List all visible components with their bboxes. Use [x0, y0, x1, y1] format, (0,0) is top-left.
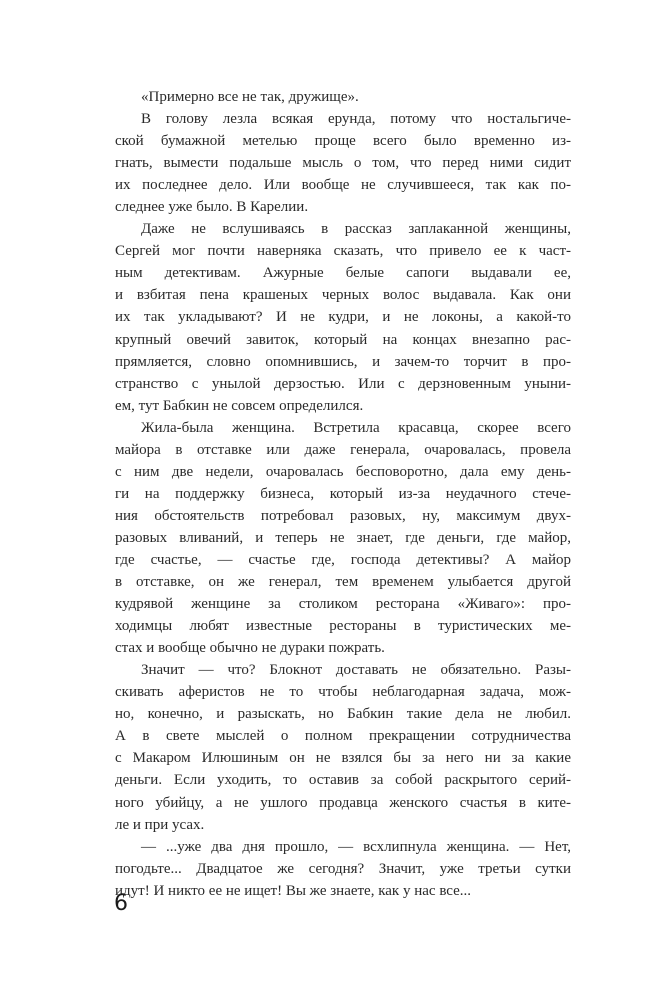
text-line: погодьте... Двадцатое же сегодня? Значит, уже третьи сутки [115, 860, 571, 877]
text-line: деньги. Если уходить, то оставив за собой раскрытого серий- [115, 772, 571, 789]
paragraph [115, 836, 571, 902]
text-line: стах и вообще обычно не дураки пожрать. [115, 640, 385, 657]
paragraph [115, 659, 571, 835]
text-line: гнать, вымести подальше мысль о том, что перед ними сидит [115, 155, 571, 172]
text-line: Значит — что? Блокнот доставать не обязательно. Разы- [141, 662, 571, 679]
text-line: — ...уже два дня прошло, — всхлипнула женщина. — Нет, [141, 838, 571, 855]
text-line: их так укладывают? И не кудри, и не локоны, а какой-то [115, 309, 571, 326]
text-line: Сергей мог почти наверняка сказать, что привело ее к част- [115, 243, 571, 260]
text-line: ги на поддержку бизнеса, который из-за неудачного стече- [115, 485, 571, 502]
text-line: майора в отставке или даже генерала, очаровалась, провела [115, 441, 571, 458]
text-line: ного убийцу, а не ушлого продавца женского счастья в ките- [115, 794, 571, 811]
text-line: их последнее дело. Или вообще не случившееся, так как по- [115, 177, 571, 194]
text-line: ным детективам. Ажурные белые сапоги выдавали ее, [115, 265, 571, 282]
text-line: «Примерно все не так, дружище». [141, 89, 359, 105]
paragraph [115, 86, 571, 108]
text-line: скивать аферистов не то чтобы неблагодарная задача, мож- [115, 684, 571, 701]
text-line: в отставке, он же генерал, тем временем улыбается другой [115, 574, 571, 591]
text-line: с Макаром Илюшиным он не взялся бы за него ни за какие [115, 750, 571, 767]
text-line: кудрявой женщине за столиком ресторана «Живаго»: про- [115, 596, 571, 613]
body-text [115, 86, 571, 902]
text-line: разовых вливаний, и теперь не знает, где деньги, где майор, [115, 529, 571, 546]
text-line: странство с унылой дерзостью. Или с дерзновенным уныни- [115, 375, 571, 392]
text-line: А в свете мыслей о полном прекращении сотрудничества [115, 728, 571, 745]
text-line: Жила-была женщина. Встретила красавца, скорее всего [141, 419, 571, 436]
paragraph [115, 218, 571, 416]
text-line: ем, тут Бабкин не совсем определился. [115, 397, 364, 414]
page-number: 6 [114, 891, 128, 916]
text-line: Даже не вслушиваясь в рассказ заплаканной женщины, [141, 221, 571, 238]
paragraph [115, 108, 571, 218]
text-line: ской бумажной метелью проще всего было временно из- [115, 133, 571, 150]
paragraph [115, 417, 571, 660]
text-line: идут! И никто ее не ищет! Вы же знаете, как у нас все... [115, 882, 472, 899]
text-line: ния обстоятельств потребовал разовых, ну, максимум двух- [115, 507, 571, 524]
text-line: с ним две недели, очаровалась бесповоротно, дала ему день- [115, 463, 571, 480]
text-line: прямляется, словно опомнившись, и зачем-то торчит в про- [115, 353, 571, 370]
text-line: и взбитая пена крашеных черных волос выдавала. Как они [115, 287, 571, 304]
text-line: но, конечно, и разыскать, но Бабкин такие дела не любил. [115, 706, 571, 723]
text-line: крупный овечий завиток, который на концах внезапно рас- [115, 331, 571, 348]
text-line: где счастье, — счастье где, господа детективы? А майор [115, 551, 571, 568]
text-line: следнее уже было. В Карелии. [115, 199, 309, 216]
text-line: ле и при усах. [115, 816, 205, 833]
text-line: ходимцы любят известные рестораны в туристических ме- [115, 618, 571, 635]
text-line: В голову лезла всякая ерунда, потому что ностальгиче- [141, 111, 571, 128]
